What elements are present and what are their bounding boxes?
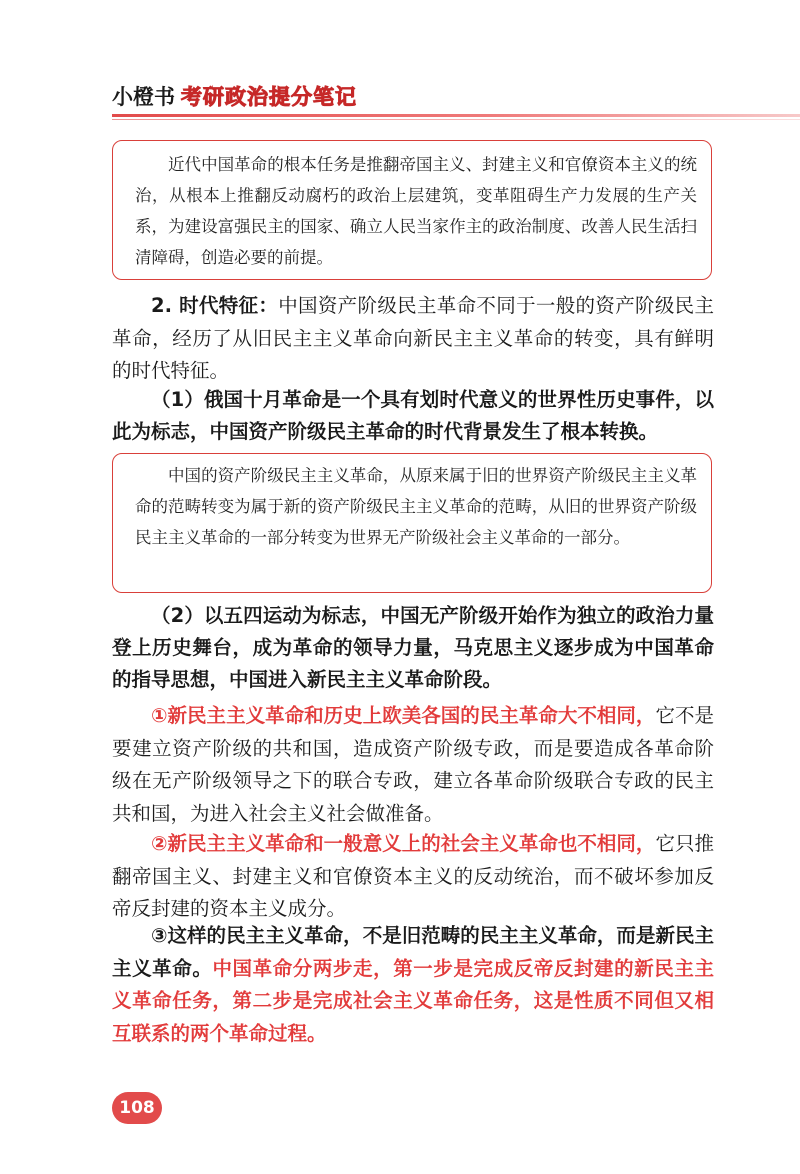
item-2-highlight: ②新民主主义革命和一般意义上的社会主义革命也不相同， <box>151 832 656 855</box>
book-brand: 小橙书 <box>112 85 175 109</box>
point-2-text: （2）以五四运动为标志，中国无产阶级开始作为独立的政治力量登上历史舞台，成为革命的领导力量，马克思主义逐步成为中国革命的指导思想，中国进入新民主主义革命阶段。 <box>112 604 714 691</box>
page-header <box>112 78 357 114</box>
item-3-paragraph <box>112 920 714 1050</box>
item-3-highlight: 中国革命分两步走，第一步是完成反帝反封建的新民主主义革命任务，第二步是完成社会主义革命任务，这是性质不同但又相互联系的两个革命过程。 <box>112 956 714 1045</box>
section-2-text: 中国资产阶级民主革命不同于一般的资产阶级民主革命，经历了从旧民主主义革命向新民主主义革命的转变，具有鲜明的时代特征。 <box>112 294 714 382</box>
point-1-paragraph <box>112 384 714 448</box>
item-3-bold: ③这样的民主主义革命，不是旧范畴的民主主义革命，而是新民主主义革命。 <box>112 924 714 980</box>
note-box-2-text: 中国的资产阶级民主主义革命，从原来属于旧的世界资产阶级民主主义革命的范畴转变为属于新的资产阶级民主主义革命的范畴，从旧的世界资产阶级民主主义革命的一部分转变为世界无产阶级社会主义革命的一部分。 <box>135 466 697 547</box>
note-box-2 <box>112 453 712 593</box>
section-2-heading: 2. 时代特征： <box>151 294 279 317</box>
note-box-1 <box>112 140 712 280</box>
page-number-badge: 108 <box>112 1092 162 1124</box>
item-2-paragraph <box>112 828 714 926</box>
item-1-paragraph <box>112 700 714 830</box>
book-subtitle: 考研政治提分笔记 <box>181 85 357 109</box>
header-rule-thin <box>112 119 800 120</box>
header-rule <box>112 114 800 117</box>
item-1-text: 它不是要建立资产阶级的共和国，造成资产阶级专政，而是要造成各革命阶级在无产阶级领导之下的联合专政，建立各革命阶级联合专政的民主共和国，为进入社会主义社会做准备。 <box>112 704 714 825</box>
point-1-text: （1）俄国十月革命是一个具有划时代意义的世界性历史事件，以此为标志，中国资产阶级民主革命的时代背景发生了根本转换。 <box>112 388 714 443</box>
note-box-1-text: 近代中国革命的根本任务是推翻帝国主义、封建主义和官僚资本主义的统治，从根本上推翻反动腐朽的政治上层建筑，变革阻碍生产力发展的生产关系，为建设富强民主的国家、确立人民当家作主的政治制度、改善人民生活扫清障碍，创造必要的前提。 <box>135 155 697 267</box>
section-2-paragraph <box>112 290 714 388</box>
item-1-highlight: ①新民主主义革命和历史上欧美各国的民主革命大不相同， <box>151 704 656 727</box>
item-2-text: 它只推翻帝国主义、封建主义和官僚资本主义的反动统治，而不破坏参加反帝反封建的资本主义成分。 <box>112 832 714 920</box>
point-2-paragraph <box>112 600 714 696</box>
